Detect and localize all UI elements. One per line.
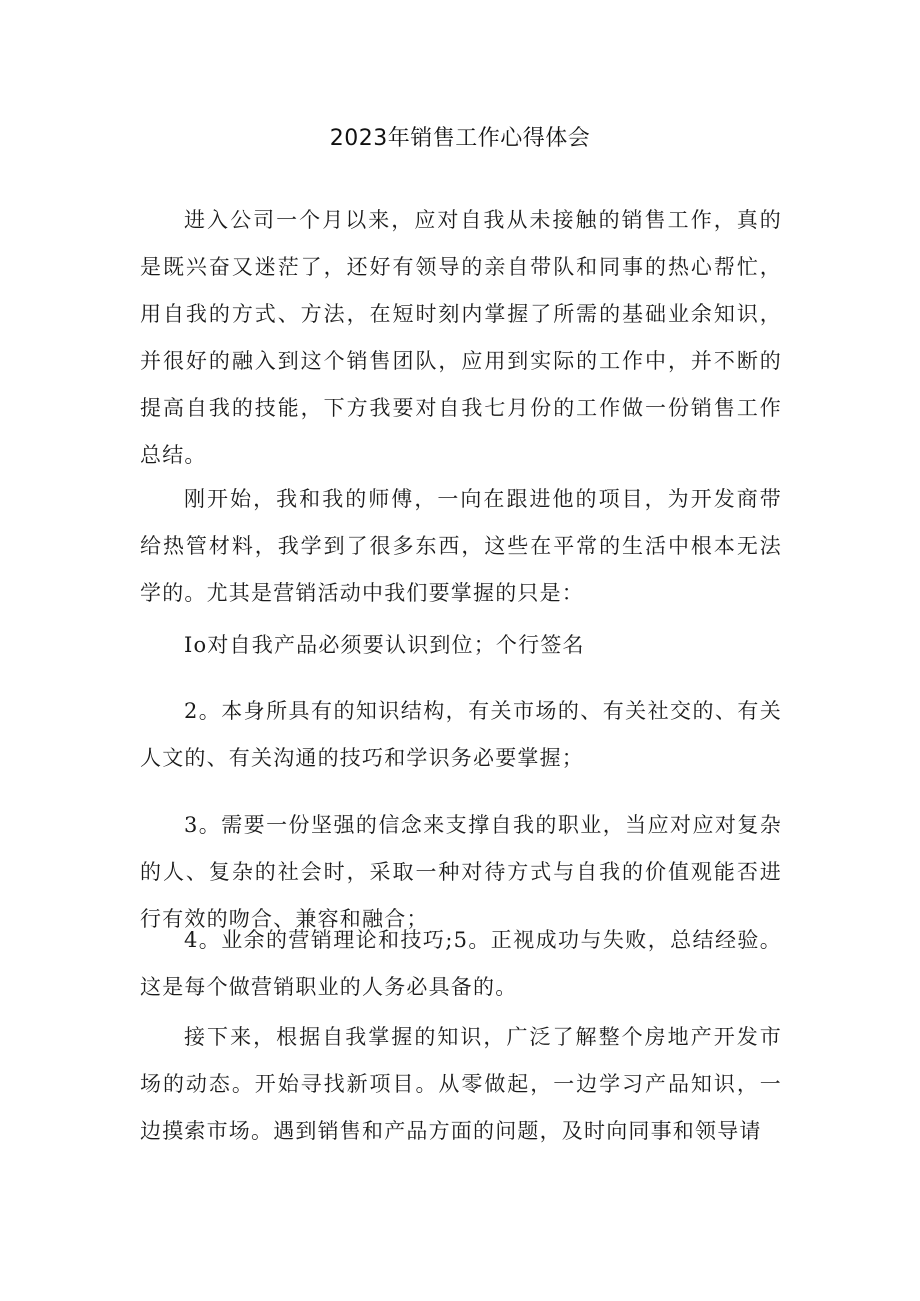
paragraph-intro: 进入公司一个月以来，应对自我从未接触的销售工作，真的是既兴奋又迷茫了，还好有领导的亲自带队和同事的热心帮忙，用自我的方式、方法，在短时刻内掌握了所需的基础业余知识，并很好的融入到这个销售团队，应用到实际的工作中，并不断的提高自我的技能，下方我要对自我七月份的工作做一份销售工作总结。 xyxy=(140,208,782,467)
list-item-1: Io对自我产品必须要认识到位；个行签名 xyxy=(184,633,585,657)
list-item-4-5: 4。业余的营销理论和技巧;5。正视成功与失败，总结经验。这是每个做营销职业的人务必具备的。 xyxy=(140,928,782,999)
document-title: 2023年销售工作心得体会 xyxy=(329,126,591,151)
list-item-2: 2。本身所具有的知识结构，有关市场的、有关社交的、有关人文的、有关沟通的技巧和学识务必要掌握； xyxy=(140,699,782,770)
list-item-3: 3。需要一份坚强的信念来支撑自我的职业，当应对应对复杂的人、复杂的社会时，采取一种对待方式与自我的价值观能否进行有效的吻合、兼容和融合； xyxy=(140,813,782,931)
paragraph-mentor: 刚开始，我和我的师傅，一向在跟进他的项目，为开发商带给热管材料，我学到了很多东西，这些在平常的生活中根本无法学的。尤其是营销活动中我们要掌握的只是： xyxy=(140,487,782,605)
paragraph-next-steps: 接下来，根据自我掌握的知识，广泛了解整个房地产开发市场的动态。开始寻找新项目。从零做起，一边学习产品知识，一边摸索市场。遇到销售和产品方面的问题，及时向同事和领导请 xyxy=(140,1025,782,1143)
